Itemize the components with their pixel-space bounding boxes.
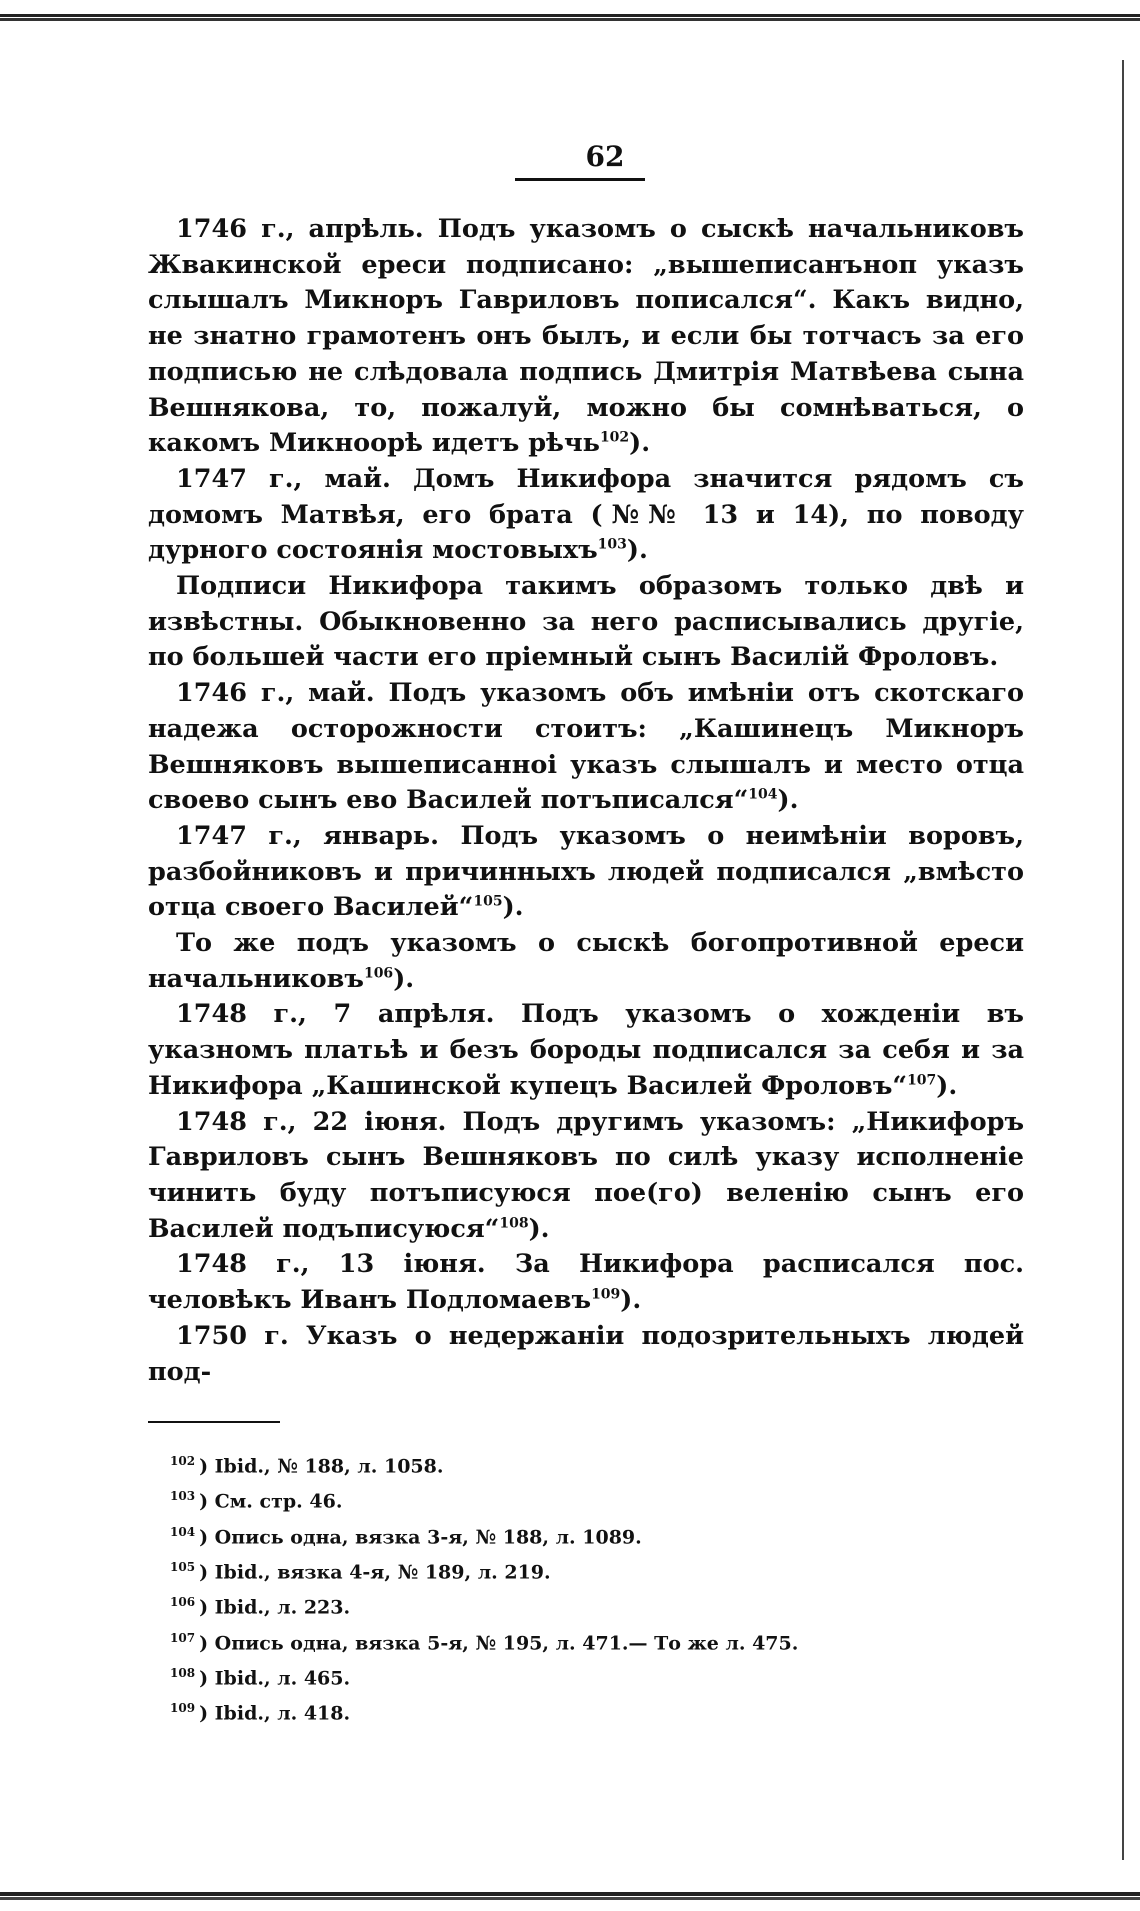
footnote-ref: 104: [748, 786, 778, 803]
paragraph: То же подъ указомъ о сыскѣ богопротивной ереси начальниковъ$^{106}$).: [148, 928, 1024, 994]
footnote-ref: 106: [363, 965, 394, 982]
paragraph: 1748 г., 22 іюня. Подъ другимъ указомъ: „Никифоръ Гавриловъ сынъ Вешняковъ по силѣ указу исполненіе чинить буду потъписуюся пое(го) веленію сынъ его Василей подъписуюся“$^{108}$).: [148, 1106, 1024, 1244]
footnote-ref: 108: [499, 1215, 529, 1232]
top-border-rule: [0, 14, 1140, 21]
bottom-border-rule: [0, 1890, 1140, 1900]
footnote-ref: 109: [591, 1286, 621, 1303]
page-edge-line: [1122, 60, 1124, 1860]
page-number: 62: [585, 140, 625, 173]
paragraph: 1750 г. Указъ о недержаніи подозрительныхъ людей под-: [148, 1320, 1024, 1387]
footnote: $^{107}$ ) Опись одна, вязка 5-я, № 195, л. 471.— То же л. 475.: [170, 1630, 799, 1654]
paragraph: 1746 г., апрѣль. Подъ указомъ о сыскѣ начальниковъ Жвакинской ереси подписано: „вышеписанъноп указъ слышалъ Микноръ Гавриловъ пописался“. Какъ видно, не знатно грамотенъ онъ былъ, и если бы тотчасъ за его подписью не слѣдовала подпись Дмитрія Матвѣева сына Вешнякова, то, пожалуй, можно бы сомнѣваться, о какомъ Микноорѣ идетъ рѣчь$^{102}$).: [148, 214, 1024, 459]
footnote-ref: 102: [599, 429, 630, 446]
footnote: $^{106}$ ) Ibid., л. 223.: [170, 1595, 351, 1619]
paragraph: 1747 г., январь. Подъ указомъ о неимѣніи воровъ, разбойниковъ и причинныхъ людей подписался „вмѣсто отца своего Василей“$^{105}$).: [148, 820, 1024, 923]
footnote: $^{108}$ ) Ibid., л. 465.: [170, 1665, 351, 1690]
footnote-ref: 107: [907, 1072, 937, 1089]
footnote: $^{103}$ ) См. стр. 46.: [170, 1489, 343, 1513]
footnote: $^{105}$ ) Ibid., вязка 4-я, № 189, л. 219.: [170, 1559, 551, 1584]
paragraph: 1747 г., май. Домъ Никифора значится рядомъ съ домомъ Матвѣя, его брата (№№ 13 и 14), по поводу дурного состоянія мостовыхъ$^{103}$).: [148, 463, 1024, 566]
footnote-ref: 103: [597, 536, 627, 553]
page-number-underline: [515, 178, 645, 181]
footnote: $^{104}$ ) Опись одна, вязка 3-я, № 188, л. 1089.: [170, 1524, 642, 1548]
paragraph: 1748 г., 13 іюня. За Никифора расписался пос. человѣкъ Иванъ Подломаевъ$^{109}$).: [148, 1249, 1024, 1316]
footnotes: [170, 1446, 1020, 1729]
paragraph: 1746 г., май. Подъ указомъ объ имѣніи отъ скотскаго надежа осторожности стоитъ: „Кашинецъ Микноръ Вешняковъ вышеписанноi указъ слышалъ и место отца своево сынъ ево Василей потъписался“$^{104}$).: [148, 678, 1024, 816]
footnote: $^{102}$ ) Ibid., № 188, л. 1058.: [170, 1454, 444, 1478]
footnote: $^{109}$ ) Ibid., л. 418.: [170, 1701, 351, 1725]
footnote-ref: 105: [473, 893, 503, 910]
footnote-separator: [148, 1421, 280, 1423]
paragraph: Подписи Никифора такимъ образомъ только двѣ и извѣстны. Обыкновенно за него расписывались другіе, по большей части его пріемный сынъ Василій Фроловъ.: [148, 571, 1024, 673]
paragraph: 1748 г., 7 апрѣля. Подъ указомъ о хожденіи въ указномъ платьѣ и безъ бороды подписался за себя и за Никифора „Кашинской купецъ Василей Фроловъ“$^{107}$).: [148, 999, 1024, 1101]
body-text: [148, 212, 1024, 1390]
